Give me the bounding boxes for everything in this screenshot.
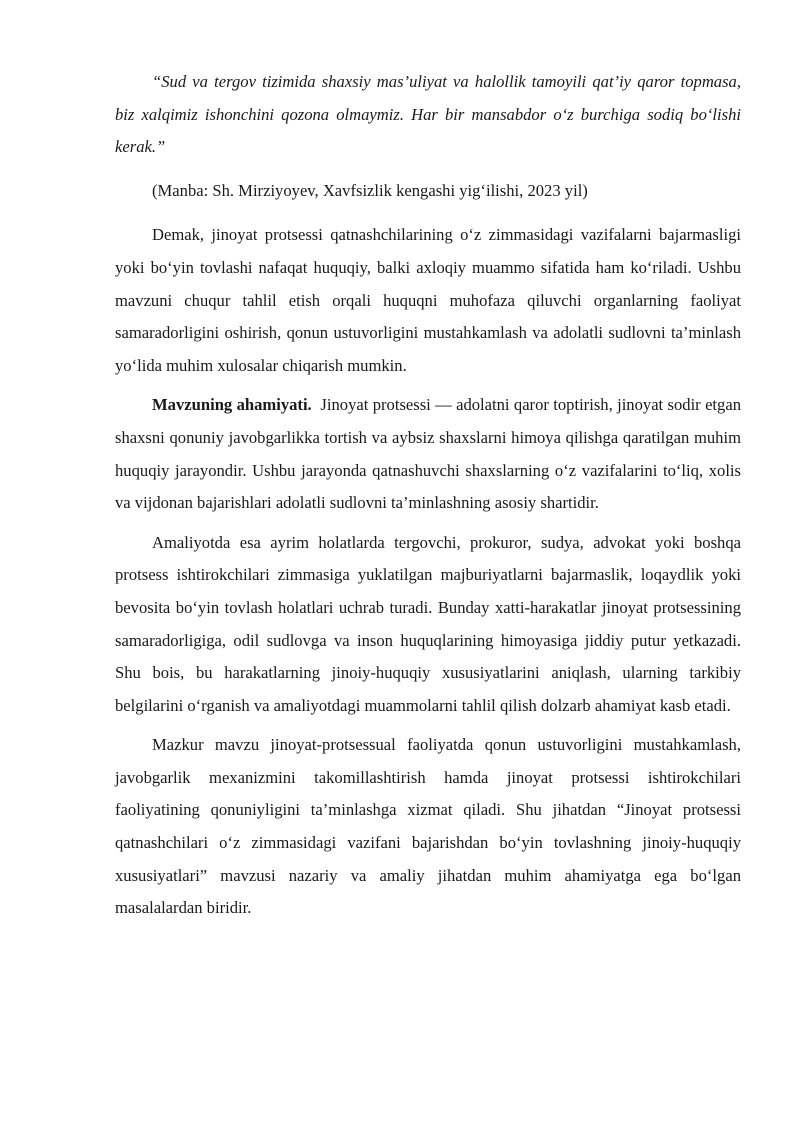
- paragraph-conclusion: Demak, jinoyat protsessi qatnashchilarining o‘z zimmasidagi vazifalarni bajarmasligi yoki bo‘yin tovlashi nafaqat huquqiy, balki axloqiy muammo sifatida ham ko‘riladi. Ushbu mavzuni chuqur tahlil etish orqali huquqni muhofaza qiluvchi organlarning faoliyat samaradorligini oshirish, qonun ustuvorligini mustahkamlash va adolatli sudlovni ta’minlash yo‘lida muhim xulosalar chiqarish mumkin.: [115, 225, 741, 375]
- paragraph-topic-importance: [115, 389, 741, 519]
- paragraph-purpose: Mazkur mavzu jinoyat-protsessual faoliyatda qonun ustuvorligini mustahkamlash, javobgarlik mexanizmini takomillashtirish hamda jinoyat protsessi ishtirokchilari faoliyatining qonuniyligini ta’minlashga xizmat qiladi. Shu jihatdan “Jinoyat protsessi qatnashchilari o‘z zimmasidagi vazifani bajarishdan bo‘yin tovlashning jinoiy-huquqiy xususiyatlari” mavzusi nazariy va amaliy jihatdan muhim ahamiyatga ega bo‘lgan masalalardan biridir.: [115, 735, 741, 918]
- paragraph-topic-importance-body: Jinoyat protsessi — adolatni qaror toptirish, jinoyat sodir etgan shaxsni qonuniy javobgarlikka tortish va aybsiz shaxslarni himoya qilishga qaratilgan muhim huquqiy jarayondir. Ushbu jarayonda qatnashuvchi shaxslarning o‘z vazifalarini to‘liq, xolis va vijdonan bajarishlari adolatli sudlovni ta’minlashning asosiy shartidir.: [115, 395, 741, 513]
- quote-source: (Manba: Sh. Mirziyoyev, Xavfsizlik kengashi yig‘ilishi, 2023 yil): [152, 180, 588, 200]
- section-heading: Mavzuning ahamiyati.: [152, 395, 312, 415]
- paragraph-practice: Amaliyotda esa ayrim holatlarda tergovchi, prokuror, sudya, advokat yoki boshqa protsess ishtirokchilari zimmasiga yuklatilgan majburiyatlarni bajarmaslik, loqaydlik yoki bevosita bo‘yin tovlash holatlari uchrab turadi. Bunday xatti-harakatlar jinoyat protsessining samaradorligiga, odil sudlovga va inson huquqlarining himoyasiga jiddiy putur yetkazadi. Shu bois, bu harakatlarning jinoiy-huquqiy xususiyatlarini aniqlash, ularning tarkibiy belgilarini o‘rganish va amaliyotdagi muammolarni tahlil qilish dolzarb ahamiyat kasb etadi.: [115, 532, 741, 715]
- document-page: [115, 66, 741, 932]
- epigraph-quote: “Sud va tergov tizimida shaxsiy mas’uliyat va halollik tamoyili qat’iy qaror topmasa, biz xalqimiz ishonchini qozona olmaymiz. Har bir mansabdor o‘z burchiga sodiq bo‘lishi kerak.”: [115, 72, 741, 157]
